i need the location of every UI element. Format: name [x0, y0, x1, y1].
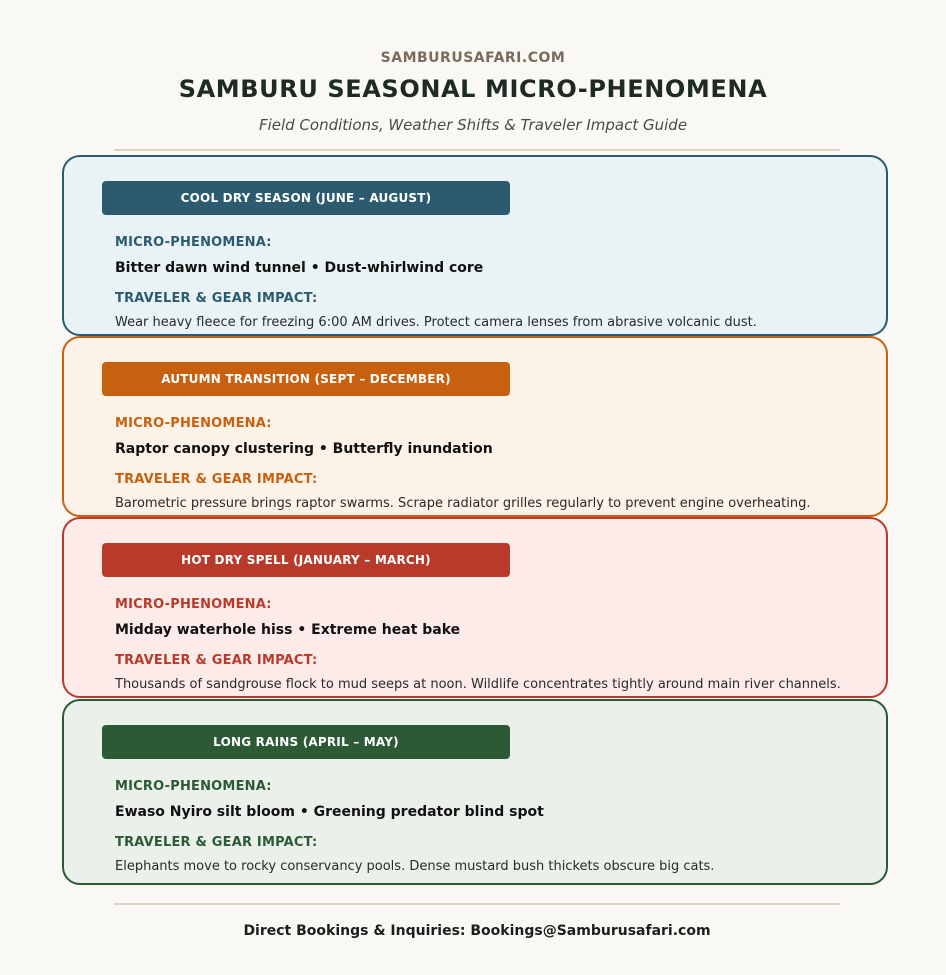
traveler-impact-text: Wear heavy fleece for freezing 6:00 AM drives. Protect camera lenses from abrasive volcanic dust. [115, 315, 757, 330]
micro-phenomena-text: Midday waterhole hiss • Extreme heat bake [115, 622, 461, 638]
season-card-cool-dry [62, 155, 888, 336]
micro-phenomena-label: MICRO-PHENOMENA: [115, 597, 272, 612]
site-name: SAMBURUSAFARI.COM [380, 50, 566, 66]
micro-phenomena-text: Bitter dawn wind tunnel • Dust-whirlwind core [115, 260, 484, 276]
micro-phenomena-label: MICRO-PHENOMENA: [115, 235, 272, 250]
header-divider [114, 149, 840, 151]
season-banner-hot-dry-spell: HOT DRY SPELL (JANUARY – MARCH) [102, 543, 510, 577]
micro-phenomena-text: Ewaso Nyiro silt bloom • Greening predator blind spot [115, 804, 544, 820]
traveler-impact-label: TRAVELER & GEAR IMPACT: [115, 835, 318, 850]
season-card-hot-dry-spell [62, 517, 888, 698]
traveler-impact-label: TRAVELER & GEAR IMPACT: [115, 653, 318, 668]
season-banner-cool-dry: COOL DRY SEASON (JUNE – AUGUST) [102, 181, 510, 215]
page-title: SAMBURU SEASONAL MICRO-PHENOMENA [178, 75, 768, 103]
traveler-impact-text: Thousands of sandgrouse flock to mud seeps at noon. Wildlife concentrates tightly around main river channels. [115, 677, 841, 692]
micro-phenomena-label: MICRO-PHENOMENA: [115, 416, 272, 431]
season-banner-autumn-transition: AUTUMN TRANSITION (SEPT – DECEMBER) [102, 362, 510, 396]
traveler-impact-label: TRAVELER & GEAR IMPACT: [115, 472, 318, 487]
traveler-impact-label: TRAVELER & GEAR IMPACT: [115, 291, 318, 306]
traveler-impact-text: Barometric pressure brings raptor swarms. Scrape radiator grilles regularly to prevent engine overheating. [115, 496, 811, 511]
micro-phenomena-text: Raptor canopy clustering • Butterfly inundation [115, 441, 493, 457]
season-card-autumn-transition [62, 336, 888, 517]
page-subtitle: Field Conditions, Weather Shifts & Traveler Impact Guide [258, 116, 688, 134]
footer-divider [114, 903, 840, 905]
traveler-impact-text: Elephants move to rocky conservancy pools. Dense mustard bush thickets obscure big cats. [115, 859, 715, 874]
season-banner-long-rains: LONG RAINS (APRIL – MAY) [102, 725, 510, 759]
micro-phenomena-label: MICRO-PHENOMENA: [115, 779, 272, 794]
season-card-long-rains [62, 699, 888, 885]
footer-contact: Direct Bookings & Inquiries: Bookings@Samburusafari.com [243, 923, 711, 939]
